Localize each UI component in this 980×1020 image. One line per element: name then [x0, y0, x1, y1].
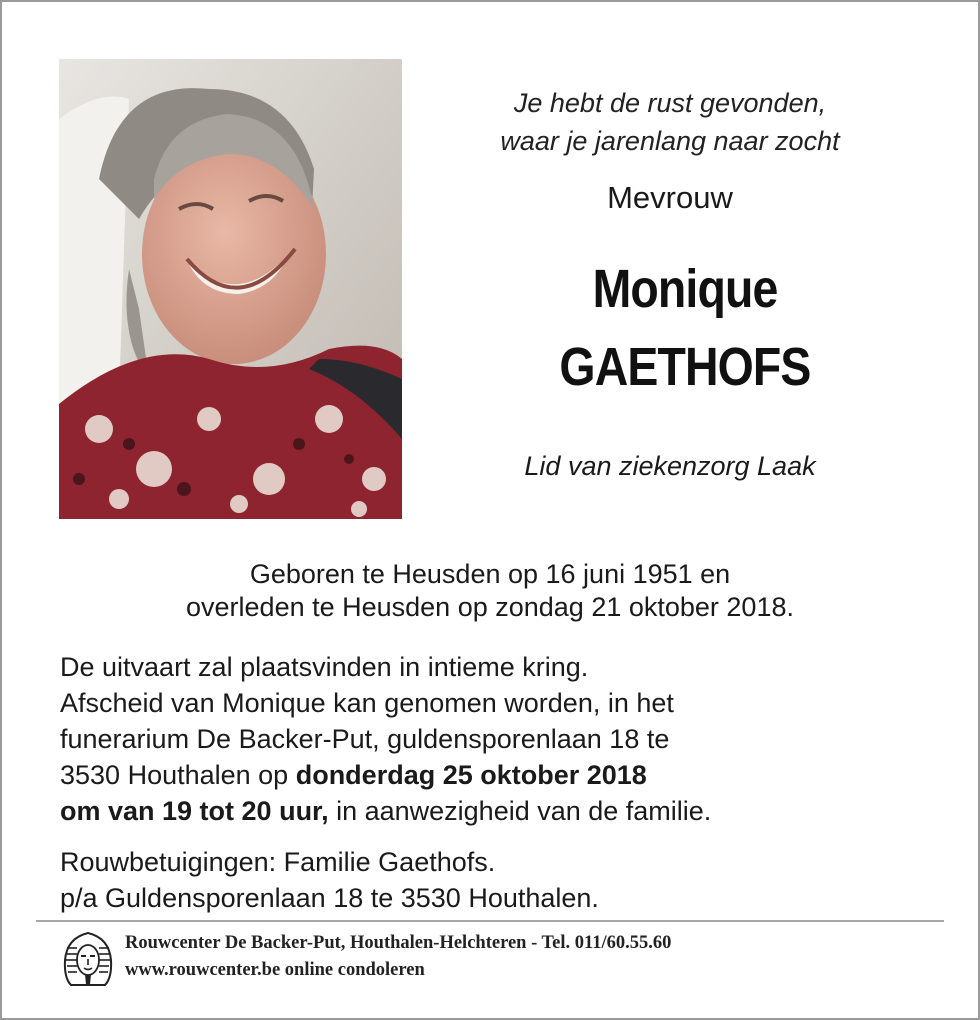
- funeral-line-2: Afscheid van Monique kan genomen worden, in het: [60, 688, 674, 718]
- footer-company-line: Rouwcenter De Backer-Put, Houthalen-Helchteren - Tel. 011/60.55.60: [125, 933, 672, 953]
- verse-line-1: Je hebt de rust gevonden,: [513, 88, 827, 118]
- membership-text: Lid van ziekenzorg Laak: [524, 451, 816, 481]
- funeral-time: om van 19 tot 20 uur,: [60, 796, 329, 826]
- funeral-line-4-plain: 3530 Houthalen op: [60, 760, 296, 790]
- honorific: Mevrouw: [607, 180, 733, 215]
- portrait-illustration: [59, 59, 402, 519]
- verse-line-2: waar je jarenlang naar zocht: [500, 126, 840, 156]
- last-name: GAETHOFS: [559, 337, 811, 397]
- condolences-line-1: Rouwbetuigingen: Familie Gaethofs.: [60, 847, 496, 877]
- portrait-photo: [59, 59, 402, 519]
- footer-divider: [36, 920, 944, 922]
- condolences-line-2: p/a Guldensporenlaan 18 te 3530 Houthalen.: [60, 883, 599, 913]
- funeral-line-5-plain: in aanwezigheid van de familie.: [328, 796, 712, 826]
- funeral-line-4: [60, 760, 647, 791]
- death-line: overleden te Heusden op zondag 21 oktober 2018.: [186, 592, 794, 622]
- funeral-line-5: [60, 796, 711, 827]
- footer-website-line[interactable]: www.rouwcenter.be online condoleren: [125, 960, 425, 980]
- funeral-line-1: De uitvaart zal plaatsvinden in intieme kring.: [60, 652, 589, 682]
- funeral-line-3: funerarium De Backer-Put, guldensporenlaan 18 te: [60, 724, 670, 754]
- birth-line: Geboren te Heusden op 16 juni 1951 en: [249, 559, 731, 589]
- first-name: Monique: [592, 259, 778, 319]
- pharaoh-mask-icon: [59, 930, 117, 988]
- funeral-date: donderdag 25 oktober 2018: [295, 760, 647, 790]
